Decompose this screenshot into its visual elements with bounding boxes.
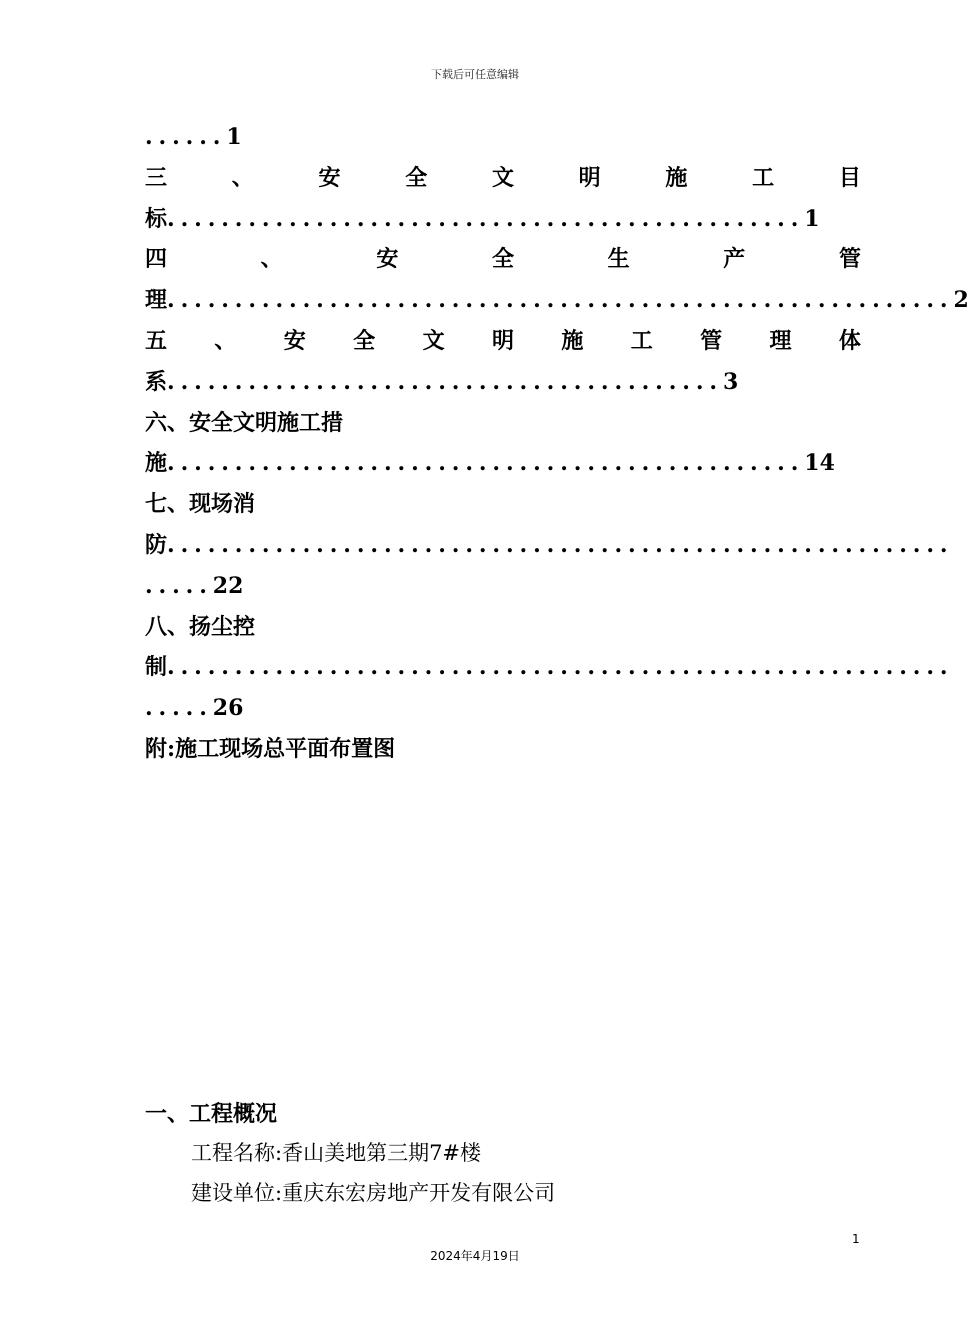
toc-item-3-title: 三 、 安 全 文 明 施 工 目: [145, 164, 861, 191]
toc-line-continuation: [145, 124, 861, 165]
toc-item-4-title: 四 、 安 全 生 产 管: [145, 246, 861, 273]
toc-dots: .....: [145, 572, 213, 599]
section-heading: 一、工程概况: [145, 1101, 278, 1127]
toc-dots: ...............................................: [167, 205, 805, 232]
toc-item-6-title: 六、安全文明施工措: [145, 409, 344, 436]
toc-item-3-leader: 标...............................................1: [145, 205, 820, 232]
page-number: 1: [852, 1232, 860, 1246]
toc-page-number: 3: [722, 368, 739, 395]
toc-dots: ...............................................: [167, 450, 805, 477]
project-name: 工程名称:香山美地第三期7#楼: [191, 1141, 482, 1165]
toc-item-5-leader: 系.........................................3: [145, 368, 739, 395]
toc-item-8-page: [145, 695, 861, 736]
toc-dots: ..........................................................: [167, 287, 954, 314]
table-of-contents: [145, 124, 969, 777]
page-header: 下载后可任意编辑: [431, 68, 519, 81]
toc-page-number: 26: [212, 695, 244, 722]
toc-page-number: 1: [226, 124, 242, 150]
toc-appendix: 附:施工现场总平面布置图: [145, 735, 396, 762]
toc-item-7-title: 七、现场消: [145, 491, 256, 518]
toc-dots: ..........................................................: [167, 654, 954, 681]
toc-item-8-leader: 制..........................................................: [145, 654, 954, 681]
footer-date: 2024年4月19日: [430, 1249, 520, 1263]
toc-item-4-leader: 理..........................................................2: [145, 287, 969, 314]
toc-item-6-leader: 施...............................................14: [145, 450, 835, 477]
toc-item-5-title: 五 、 安 全 文 明 施 工 管 理 体: [145, 327, 861, 354]
toc-page-number: 2: [953, 287, 969, 314]
toc-item-7-page: [145, 573, 861, 614]
toc-dots: .........................................: [167, 368, 723, 395]
toc-dots: .....: [145, 695, 213, 722]
toc-item-8-title: 八、扬尘控: [145, 613, 256, 640]
toc-dots: ......: [145, 124, 227, 150]
toc-page-number: 14: [804, 450, 835, 477]
toc-page-number: 22: [212, 572, 244, 599]
toc-page-number: 1: [804, 205, 820, 232]
toc-item-7-leader: 防..........................................................: [145, 531, 954, 558]
toc-dots: ..........................................................: [167, 531, 954, 558]
developer-name: 建设单位:重庆东宏房地产开发有限公司: [191, 1181, 556, 1205]
